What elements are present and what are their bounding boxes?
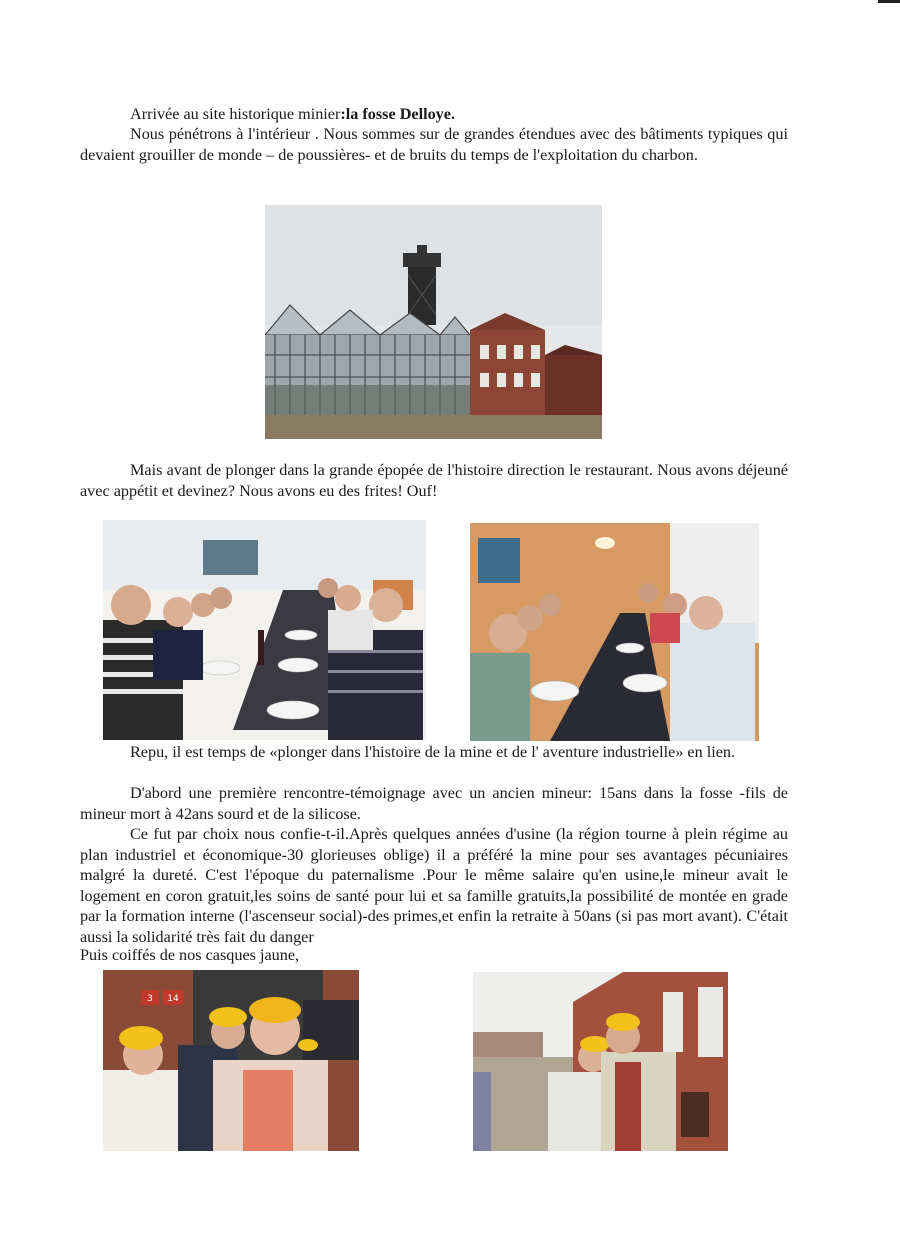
mine-site-photo	[265, 205, 602, 439]
history-paragraph: Repu, il est temps de «plonger dans l'histoire de la mine et de l' aventure industrielle» en lien.	[130, 743, 736, 761]
helmets-paragraph: Puis coiffés de nos casques jaune,	[80, 946, 300, 964]
restaurant-photo-right	[470, 523, 759, 741]
intro-paragraph	[80, 104, 788, 125]
miner-life-paragraph: Ce fut par choix nous confie-t-il.Après quelques années d'usine (la région tourne à plein régime au plan industriel et économique-30 glorieuses oblige) il a préféré la mine pour ses avantages pécuniaires malgré la dureté. C'est l'époque du paternalisme .Pour le même salaire qu'en usine,le mineur avait le logement en coron gratuit,les soins de santé pour lui et sa famille gratuits,la possibilité de montée en grade par la formation interne (l'ascenseur social)-des primes,et enfin la retraite à 50ans (si pas mort avant). C'était aussi la solidarité très fait du danger	[80, 825, 788, 946]
site-description-paragraph: Nous pénétrons à l'intérieur . Nous sommes sur de grandes étendues avec des bâtiments typiques qui devaient grouiller de monde – de poussières- et de bruits du temps de l'exploitation du charbon.	[80, 125, 788, 164]
door-number-b: 14	[167, 994, 179, 1004]
intro-text: Arrivée au site historique minier	[130, 105, 341, 123]
door-number-a: 3	[147, 994, 153, 1004]
scan-corner-mark	[878, 0, 900, 3]
testimony-paragraph: D'abord une première rencontre-témoignage avec un ancien mineur: 15ans dans la fosse -fils de mineur mort à 42ans sourd et de la silicose.	[80, 784, 788, 823]
couple-helmets-photo	[473, 972, 728, 1151]
restaurant-paragraph: Mais avant de plonger dans la grande épopée de l'histoire direction le restaurant. Nous avons déjeuné avec appétit et devinez? Nous avons eu des frites! Ouf!	[80, 461, 788, 500]
restaurant-photo-left	[103, 520, 426, 740]
site-name: :la fosse Delloye.	[340, 105, 456, 123]
helmets-group-photo	[103, 970, 359, 1151]
